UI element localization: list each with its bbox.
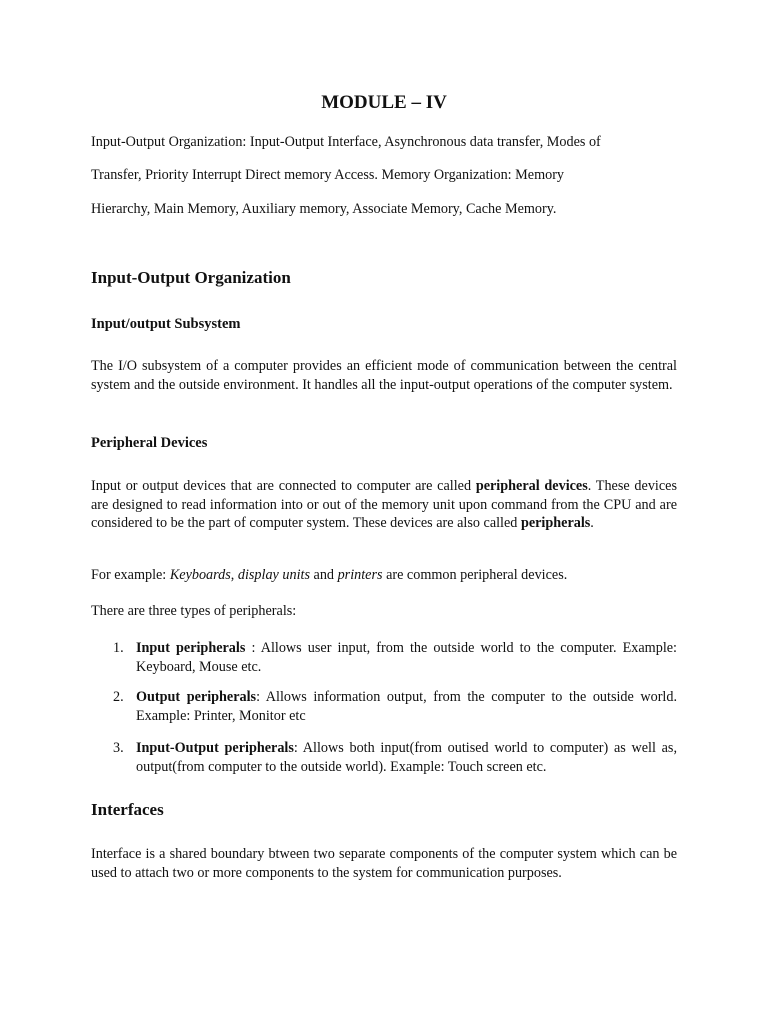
list-item-text bbox=[136, 739, 677, 776]
paragraph-text: , bbox=[230, 567, 238, 583]
io-subsystem-paragraph: The I/O subsystem of a computer provides an efficient mode of communication between the central system and the outside environment. It handles all the input-output operations of the computer system. bbox=[91, 358, 677, 393]
bold-term: Output peripherals bbox=[136, 689, 257, 705]
list-number: 1. bbox=[113, 640, 124, 656]
paragraph-text: For example: bbox=[91, 567, 170, 583]
peripheral-definition-paragraph bbox=[91, 477, 677, 533]
list-item bbox=[91, 639, 677, 676]
paragraph-text: are common peripheral devices. bbox=[382, 567, 568, 583]
list-item-description: : Allows user input, from the outside world to the computer. Example: Keyboard, Mouse etc. bbox=[136, 640, 677, 675]
italic-term: Keyboards bbox=[169, 567, 231, 583]
page-title: MODULE – IV bbox=[321, 92, 447, 113]
section-heading-io-organization: Input-Output Organization bbox=[91, 268, 291, 287]
list-item-text bbox=[136, 639, 677, 676]
paragraph-text: and bbox=[309, 567, 338, 583]
subheading-io-subsystem: Input/output Subsystem bbox=[91, 316, 241, 332]
italic-term: display units bbox=[237, 567, 310, 583]
syllabus-line: Transfer, Priority Interrupt Direct memory Access. Memory Organization: Memory bbox=[91, 167, 565, 183]
subheading-peripheral-devices: Peripheral Devices bbox=[91, 435, 208, 451]
list-item bbox=[91, 688, 677, 725]
list-number: 2. bbox=[113, 689, 124, 705]
paragraph-text: . bbox=[590, 515, 594, 531]
paragraph-text: . These devices are designed to read information into or out of the memory unit upon command from the CPU and are considered to be the part of computer system. These devices are also called bbox=[91, 478, 677, 531]
section-heading-interfaces: Interfaces bbox=[91, 800, 164, 819]
paragraph-text: Input or output devices that are connected to computer are called bbox=[91, 478, 476, 494]
list-item-text bbox=[136, 688, 677, 725]
list-number: 3. bbox=[113, 740, 124, 756]
list-item-description: : Allows both input(from outised world to computer) as well as, output(from computer to the outside world). Example: Touch screen etc. bbox=[136, 740, 678, 775]
bold-term: Input-Output peripherals bbox=[136, 740, 294, 756]
bold-term: peripherals bbox=[520, 515, 591, 531]
bold-term: Input peripherals bbox=[136, 640, 246, 656]
interfaces-paragraph: Interface is a shared boundary btween two separate components of the computer system which can be used to attach two or more components to the system for communication purposes. bbox=[91, 846, 677, 881]
peripheral-types-intro: There are three types of peripherals: bbox=[91, 603, 297, 619]
list-item-description: : Allows information output, from the computer to the outside world. Example: Printer, Monitor etc bbox=[136, 689, 678, 724]
list-item bbox=[91, 739, 677, 776]
italic-term: printers bbox=[337, 567, 383, 583]
syllabus-line: Hierarchy, Main Memory, Auxiliary memory, Associate Memory, Cache Memory. bbox=[91, 201, 557, 217]
syllabus-line: Input-Output Organization: Input-Output Interface, Asynchronous data transfer, Modes of bbox=[91, 134, 601, 150]
peripheral-example-paragraph bbox=[91, 566, 677, 585]
bold-term: peripheral devices bbox=[475, 478, 588, 494]
